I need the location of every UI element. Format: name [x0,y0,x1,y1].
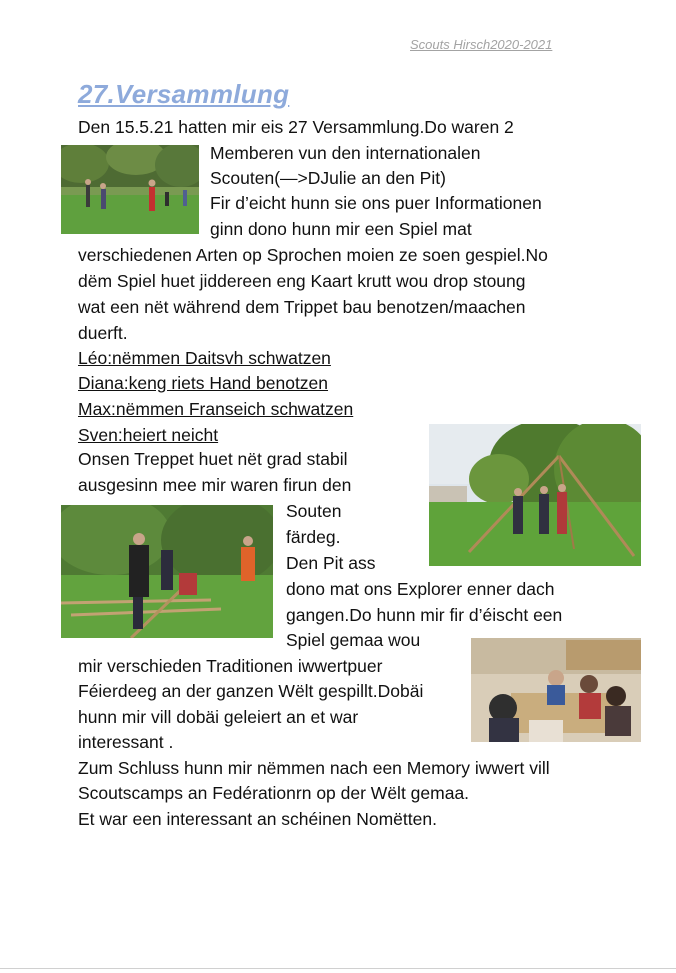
body-line-17: Spiel gemaa wou [286,630,421,650]
body-line-2: Memberen vun den internationalen [210,143,481,163]
body-line-20: hunn mir vill dobäi geleiert an et war [78,707,359,727]
body-line-8: wat een nët während dem Trippet bau benotzen/maachen [78,297,526,317]
body-line-1: Den 15.5.21 hatten mir eis 27 Versammlung.Do waren 2 [78,117,514,137]
rule-sven: Sven:heiert neicht [78,425,219,445]
body-line-13: färdeg. [286,527,341,547]
body-line-14: Den Pit ass [286,553,376,573]
rule-max: Max:nëmmen Franseich schwatzen [78,399,354,419]
photo-playing-in-field [61,145,199,234]
body-line-18: mir verschieden Traditionen iwwertpuer [78,656,383,676]
body-line-22: Zum Schluss hunn mir nëmmen nach een Memory iwwert vill [78,758,550,778]
body-line-3: Scouten(—>DJulie an den Pit) [210,168,446,188]
body-line-5: ginn dono hunn mir een Spiel mat [210,219,472,239]
body-line-7: dëm Spiel huet jiddereen eng Kaart krutt wou drop stoung [78,271,526,291]
body-line-9: duerft. [78,323,128,343]
body-line-19: Féierdeeg an der ganzen Wëlt gespillt.Dobäi [78,681,424,701]
body-line-24: Et war een interessant an schéinen Nomëtten. [78,809,437,829]
page-bottom-border [0,968,676,969]
body-line-10: Onsen Treppet huet nët grad stabil [78,449,348,469]
body-line-15: dono mat ons Explorer enner dach [286,579,555,599]
page-title: 27.Versammlung [78,79,290,109]
body-line-12: Souten [286,501,342,521]
rule-leo: Léo:nëmmen Daitsvh schwatzen [78,348,331,368]
rule-diana: Diana:keng riets Hand benotzen [78,373,329,393]
body-line-11: ausgesinn mee mir waren firun den [78,475,352,495]
document-header: Scouts Hirsch2020-2021 [410,37,553,52]
body-line-16: gangen.Do hunn mir fir d’éischt een [286,605,563,625]
photo-building-with-poles [61,505,273,638]
body-line-4: Fir d’eicht hunn sie ons puer Informationen [210,193,542,213]
photo-tripod-structure [429,424,641,566]
body-line-23: Scoutscamps an Fedérationrn op der Wëlt gemaa. [78,783,470,803]
body-line-21: interessant . [78,732,174,752]
photo-indoor-group [471,638,641,742]
body-line-6: verschiedenen Arten op Sprochen moien ze soen gespiel.No [78,245,548,265]
